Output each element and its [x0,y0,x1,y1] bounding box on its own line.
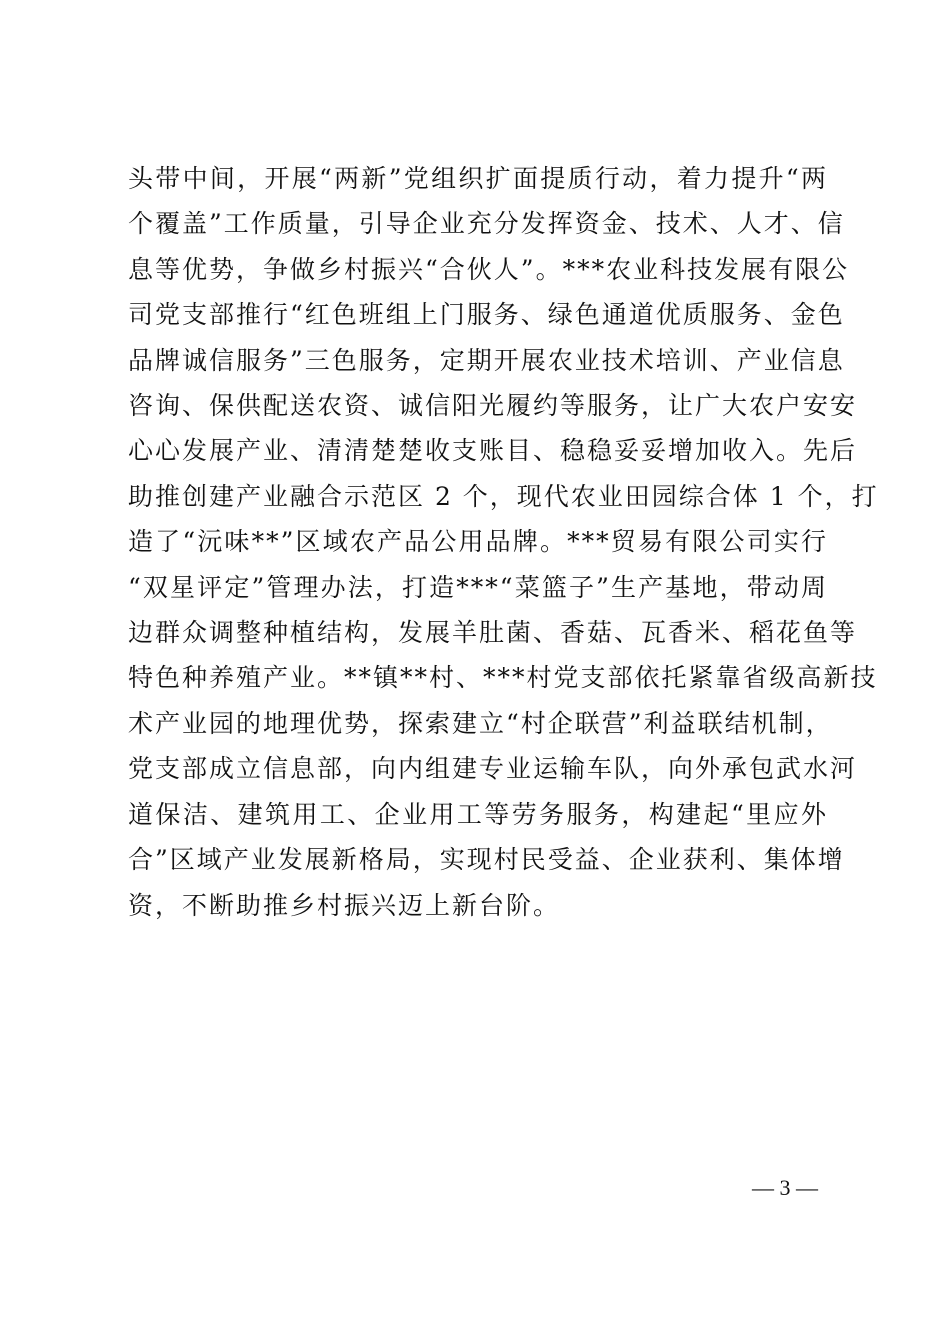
text-line: 党支部成立信息部，向内组建专业运输车队，向外承包武水河 [128,754,858,784]
text-line: 品牌诚信服务”三色服务，定期开展农业技术培训、产业信息 [128,345,845,375]
text-line: 心心发展产业、清清楚楚收支账目、稳稳妥妥增加收入。先后 [128,436,858,466]
text-line: 特色种养殖产业。**镇**村、***村党支部依托紧靠省级高新技 [128,663,878,693]
text-line: 边群众调整种植结构，发展羊肚菌、香菇、瓦香米、稻花鱼等 [128,618,858,648]
text-line: 咨询、保供配送农资、诚信阳光履约等服务，让广大农户安安 [128,391,858,421]
text-line: 造了“沅味**”区域农产品公用品牌。***贸易有限公司实行 [128,527,828,557]
text-line: 个覆盖”工作质量，引导企业充分发挥资金、技术、人才、信 [128,209,845,239]
page-number: — 3 — [752,1175,818,1200]
text-line: 息等优势，争做乡村振兴“合伙人”。***农业科技发展有限公 [128,254,850,284]
text-line: 助推创建产业融合示范区 2 个，现代农业田园综合体 1 个，打 [128,481,879,511]
text-line: 头带中间，开展“两新”党组织扩面提质行动，着力提升“两 [128,164,828,193]
body-paragraph [128,156,879,928]
text-line: 术产业园的地理优势，探索建立“村企联营”利益联结机制， [128,708,833,738]
text-line: 司党支部推行“红色班组上门服务、绿色通道优质服务、金色 [128,300,845,330]
text-line: 资，不断助推乡村振兴迈上新台阶。 [128,890,561,920]
text-line: 道保洁、建筑用工、企业用工等劳务服务，构建起“里应外 [128,799,828,829]
text-line: 合”区域产业发展新格局，实现村民受益、企业获利、集体增 [128,845,845,875]
text-line: “双星评定”管理办法，打造***“菜篮子”生产基地，带动周 [128,572,828,602]
